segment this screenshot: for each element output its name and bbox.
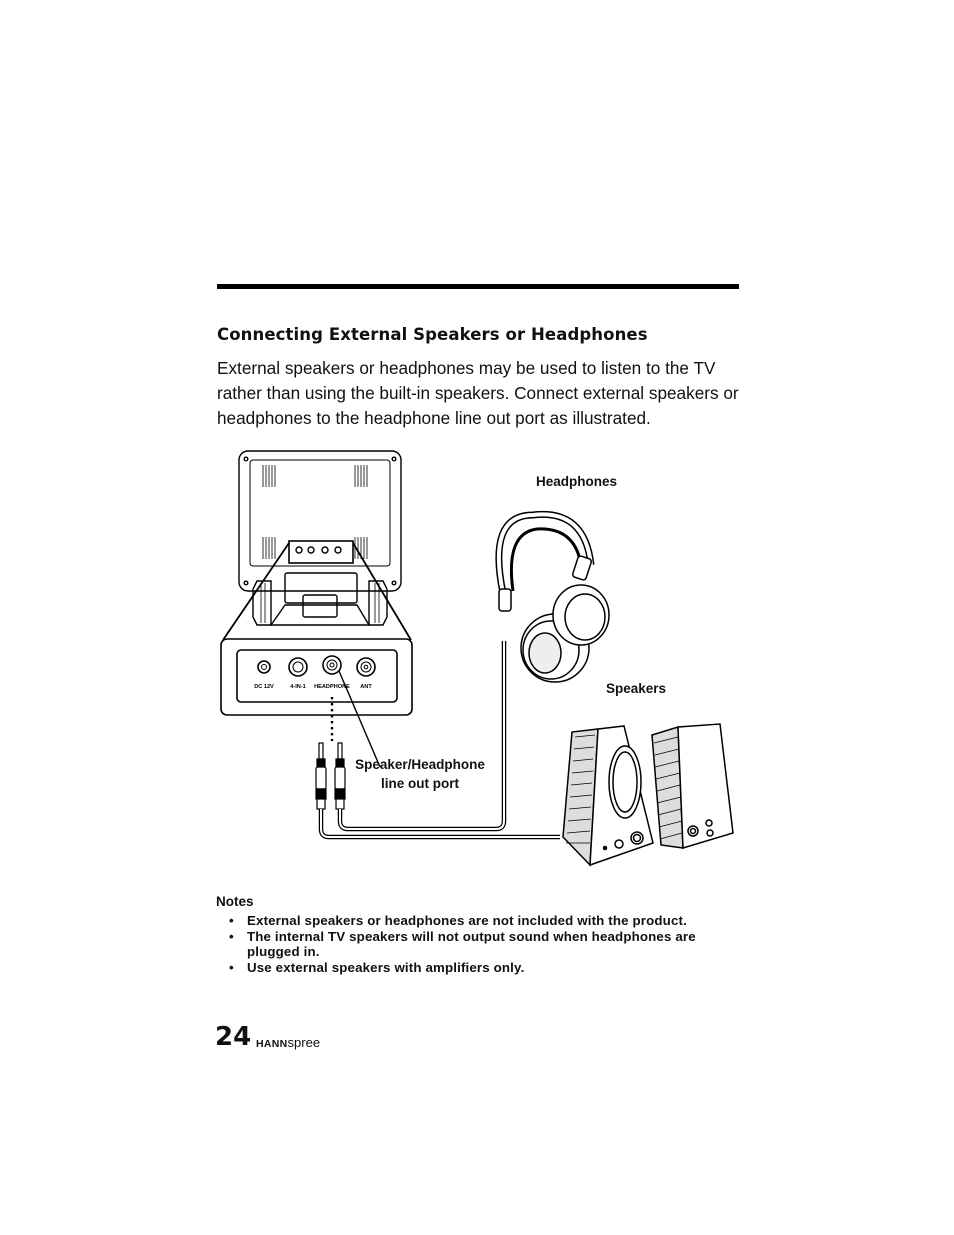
intro-paragraph xyxy=(217,356,757,431)
notes-list xyxy=(229,913,749,976)
note-item: • Use external speakers with amplifiers only. xyxy=(229,960,749,975)
intro-line-1: External speakers or headphones may be used to listen to the TV xyxy=(217,358,716,378)
intro-line-3: headphones to the headphone line out port as illustrated. xyxy=(217,408,651,428)
note-item: • External speakers or headphones are not included with the product. xyxy=(229,913,749,928)
brand-bold: HANN xyxy=(256,1038,288,1050)
notes-title: Notes xyxy=(216,894,254,909)
port-label-ant: ANT xyxy=(360,684,372,690)
tv-back-illustration xyxy=(223,451,411,640)
headphones-illustration xyxy=(499,514,609,682)
port-callout-label xyxy=(345,755,495,793)
port-label-4in1: 4-IN-1 xyxy=(290,684,306,690)
section-title: Connecting External Speakers or Headphones xyxy=(217,325,648,344)
headphones-label: Headphones xyxy=(536,474,618,489)
brand-regular: spree xyxy=(287,1035,321,1050)
note-item: • The internal TV speakers will not output sound when headphones are plugged in. xyxy=(229,929,749,959)
port-label-headphone: HEADPHONE xyxy=(314,684,350,690)
port-callout-line-1: Speaker/Headphone xyxy=(355,757,485,772)
page-number: 24 xyxy=(215,1022,252,1052)
connector-panel xyxy=(221,639,412,767)
port-label-dc12v: DC 12V xyxy=(254,684,274,690)
speakers-illustration xyxy=(563,724,733,865)
audio-plugs xyxy=(316,743,345,809)
speakers-label: Speakers xyxy=(606,681,667,696)
intro-line-2: rather than using the built-in speakers. Connect external speakers or xyxy=(217,383,739,403)
connection-illustration xyxy=(215,445,745,875)
header-rule xyxy=(217,284,739,289)
brand-logo xyxy=(256,1035,320,1050)
port-callout-line-2: line out port xyxy=(381,776,459,791)
